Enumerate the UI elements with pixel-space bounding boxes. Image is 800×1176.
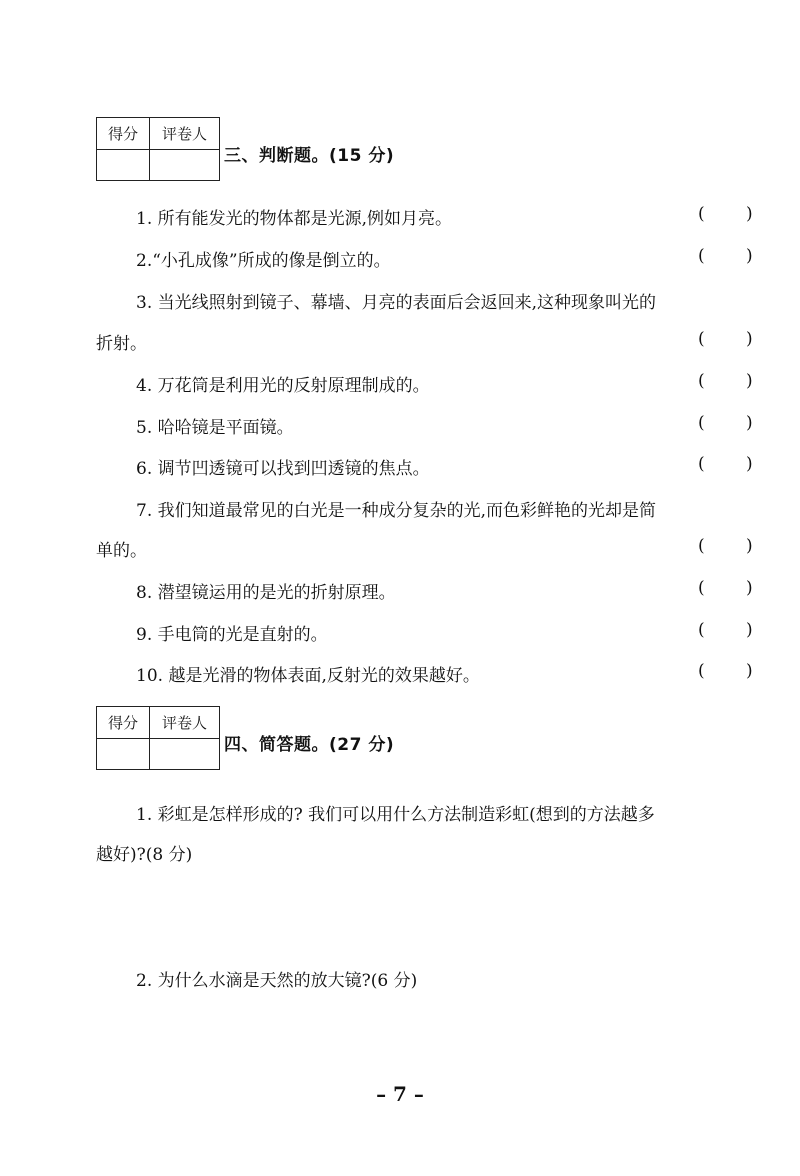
score-box-section-3 [96,117,220,181]
answer-blank-6[interactable]: ( ) [698,454,771,474]
score-cell [97,739,150,770]
grader-cell [150,150,219,181]
grader-label: 评卷人 [161,714,207,732]
question-5: 5. 哈哈镜是平面镜。 [136,418,294,438]
question-3-line-2: 折射。 [96,334,147,354]
short-answer-1-line-2: 越好)?(8 分) [96,845,193,865]
short-answer-1-line-1: 1. 彩虹是怎样形成的? 我们可以用什么方法制造彩虹(想到的方法越多 [136,805,655,825]
grader-cell [150,739,219,770]
score-label: 得分 [97,707,150,738]
question-8: 8. 潜望镜运用的是光的折射原理。 [136,583,396,603]
question-4: 4. 万花筒是利用光的反射原理制成的。 [136,376,430,396]
answer-blank-5[interactable]: ( ) [698,413,771,433]
answer-blank-7[interactable]: ( ) [698,536,771,556]
question-7-line-1: 7. 我们知道最常见的白光是一种成分复杂的光,而色彩鲜艳的光却是简 [136,501,657,521]
answer-blank-8[interactable]: ( ) [698,578,771,598]
answer-blank-2[interactable]: ( ) [698,246,771,266]
question-2: 2.“小孔成像”所成的像是倒立的。 [136,251,391,271]
score-box-section-4 [96,706,220,770]
answer-blank-1[interactable]: ( ) [698,204,771,224]
grader-label: 评卷人 [161,125,207,143]
answer-blank-10[interactable]: ( ) [698,661,771,681]
question-6: 6. 调节凹透镜可以找到凹透镜的焦点。 [136,459,430,479]
question-7-line-2: 单的。 [96,541,147,561]
question-9: 9. 手电筒的光是直射的。 [136,625,328,645]
question-1: 1. 所有能发光的物体都是光源,例如月亮。 [136,209,453,229]
answer-blank-4[interactable]: ( ) [698,371,771,391]
question-10: 10. 越是光滑的物体表面,反射光的效果越好。 [136,666,480,686]
score-label: 得分 [97,118,150,149]
section-3-title: 三、判断题。(15 分) [224,146,395,166]
question-3-line-1: 3. 当光线照射到镜子、幕墙、月亮的表面后会返回来,这种现象叫光的 [136,293,657,313]
short-answer-2: 2. 为什么水滴是天然的放大镜?(6 分) [136,971,418,991]
answer-blank-9[interactable]: ( ) [698,620,771,640]
page-number: – 7 – [376,1082,424,1106]
answer-blank-3[interactable]: ( ) [698,329,771,349]
section-4-title: 四、简答题。(27 分) [224,735,395,755]
score-cell [97,150,150,181]
